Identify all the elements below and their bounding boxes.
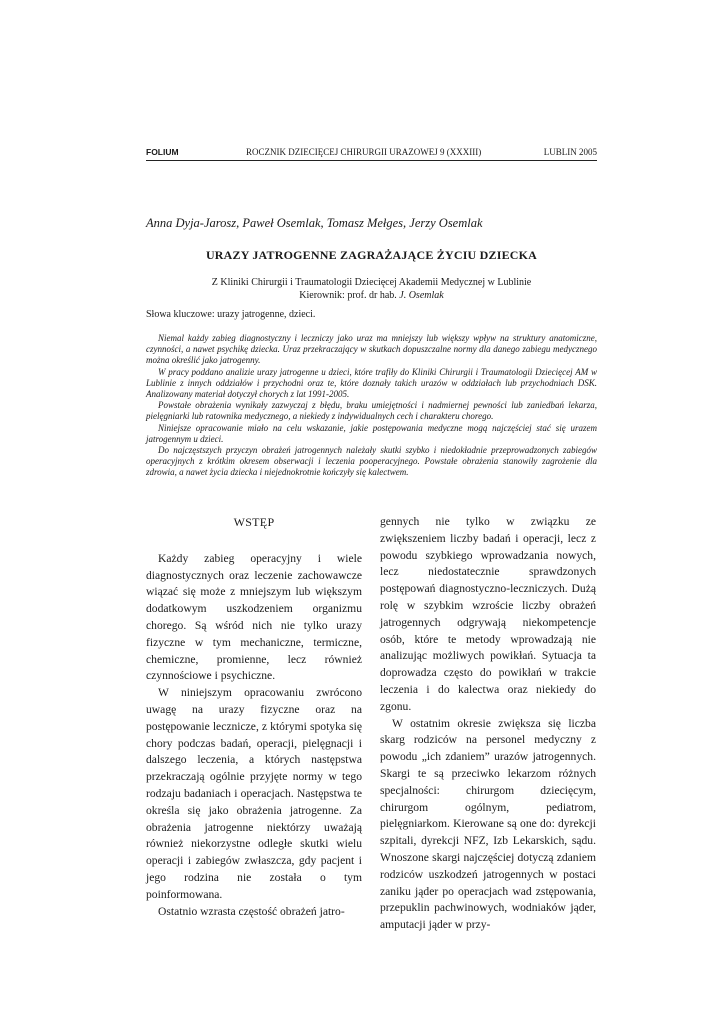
place-year: LUBLIN 2005 — [543, 147, 597, 157]
article-title: URAZY JATROGENNE ZAGRAŻAJĄCE ŻYCIU DZIECKA — [205, 248, 538, 262]
affiliation-line-1: Z Kliniki Chirurgii i Traumatologii Dziecięcej Akademii Medycznej w Lublinie — [211, 277, 532, 288]
body-paragraph: W ostatnim okresie zwiększa się liczba skarg rodziców na personel medyczny z powodu „ich zdaniem” urazów jatrogennych. Skargi te są przeciwko lekarzom różnych specjalności: chirurgom dziecięcym, chirurgom ogólnym, pediatrom, pielęgniarkom. Kierowane są one do: dyrekcji szpitali, dyrekcji NFZ, Izb Lekarskich, sądu. Wnoszone skargi najczęściej dotyczą zdaniem rodziców uszkodzeń jatrogennych w postaci zaniku jąder po operacjach wad zstępowania, przepuklin pachwinowych, wodniaków jąder, amputacji jąder w przy- — [380, 716, 596, 932]
abstract-paragraph: Niniejsze opracowanie miało na celu wskazanie, jakie postępowania medyczne mogą najczęściej stać się urazem jatrogennym u dzieci. — [146, 422, 597, 444]
affiliation-line-2 — [146, 289, 597, 302]
running-header — [146, 146, 597, 161]
affiliation — [146, 276, 597, 302]
abstract — [146, 333, 597, 479]
journal-short-name: FOLIUM — [146, 147, 179, 157]
keywords: Słowa kluczowe: urazy jatrogenne, dzieci. — [146, 309, 316, 320]
abstract-paragraph: Do najczęstszych przyczyn obrażeń jatrogennych należały skutki szybko i niedokładnie przeprowadzonych zabiegów operacyjnych z krótkim okresem obserwacji i leczenia pooperacyjnego. Powstałe obrażenia stanowiły zagrożenie dla zdrowia, a nawet życia dziecka i niejednokrotnie kończyły się kalectwem. — [146, 445, 597, 478]
head-name: J. Osemlak — [399, 290, 444, 301]
body-paragraph: Ostatnio wzrasta częstość obrażeń jatro- — [158, 904, 345, 918]
abstract-paragraph: Powstałe obrażenia wynikały zazwyczaj z błędu, braku umiejętności i nadmiernej pewności lub zaniedbań lekarza, pielęgniarki lub ratownika medycznego, a niekiedy z indywidualnych cech i charakteru chorego. — [146, 400, 597, 422]
body-paragraph-continued: gennych nie tylko w związku ze zwiększeniem liczby badań i operacji, lecz z powodu szybkiego wprowadzania nowych, lecz niedostatecznie sprawdzonych postępowań diagnostyczno-leczniczych. Dużą rolę w szybkim wzroście liczby obrażeń jatrogennych odgrywają niekompetencje osób, które te metody wprowadzają nie analizując możliwych powikłań. Sytuacja ta doprowadza często do powikłań w trakcie leczenia i do kalectwa oraz niekiedy do zgonu. — [380, 515, 596, 713]
journal-full-name: ROCZNIK DZIECIĘCEJ CHIRURGII URAZOWEJ 9 (XXXIII) — [246, 147, 482, 157]
head-prefix: Kierownik: prof. dr hab. — [299, 290, 400, 301]
abstract-paragraph: W pracy poddano analizie urazy jatrogenne u dzieci, które trafiły do Kliniki Chirurgii i Traumatologii Dziecięcej AM w Lublinie z innych oddziałów i przychodni oraz te, które doznały takich urazów w oddziałach lub przychodniach DSK. Analizowany materiał dotyczył chorych z lat 1991-2005. — [146, 366, 597, 400]
body-column-right — [380, 514, 596, 934]
authors: Anna Dyja-Jarosz, Paweł Osemlak, Tomasz Mełges, Jerzy Osemlak — [146, 216, 483, 230]
body-paragraph: Każdy zabieg operacyjny i wiele diagnostycznych oraz leczenie zachowawcze wiązać się może z mniejszym lub większym dodatkowym uszkodzeniem organizmu chorego. Są wśród nich nie tylko urazy fizyczne w tym mechaniczne, termiczne, chemiczne, promienne, lecz również czynnościowe i psychiczne. — [146, 551, 362, 683]
body-paragraph: W niniejszym opracowaniu zwrócono uwagę na urazy fizyczne oraz na postępowanie lecznicze, z którymi spotyka się chory podczas badań, operacji, pielęgnacji i dalszego leczenia, a których następstwa przekraczają ogólnie przyjęte normy w tego rodzaju badaniach i operacjach. Następstwa te określa się jako obrażenia jatrogenne. Za obrażenia jatrogenne niektórzy uważają również niekorzystne odległe skutki wielu operacji i zabiegów zwłaszcza, gdy pacjent i jego rodzina nie została o tym poinformowana. — [146, 686, 362, 901]
abstract-paragraph: Niemal każdy zabieg diagnostyczny i leczniczy jako uraz ma mniejszy lub większy wpływ na struktury anatomiczne, czynności, a nawet psychikę dziecka. Uraz przekraczający w skutkach dopuszczalne normy dla danego zabiegu medycznego można określić jako jatrogenny. — [146, 333, 597, 366]
body-column-left — [146, 514, 362, 920]
section-heading: WSTĘP — [233, 515, 275, 529]
